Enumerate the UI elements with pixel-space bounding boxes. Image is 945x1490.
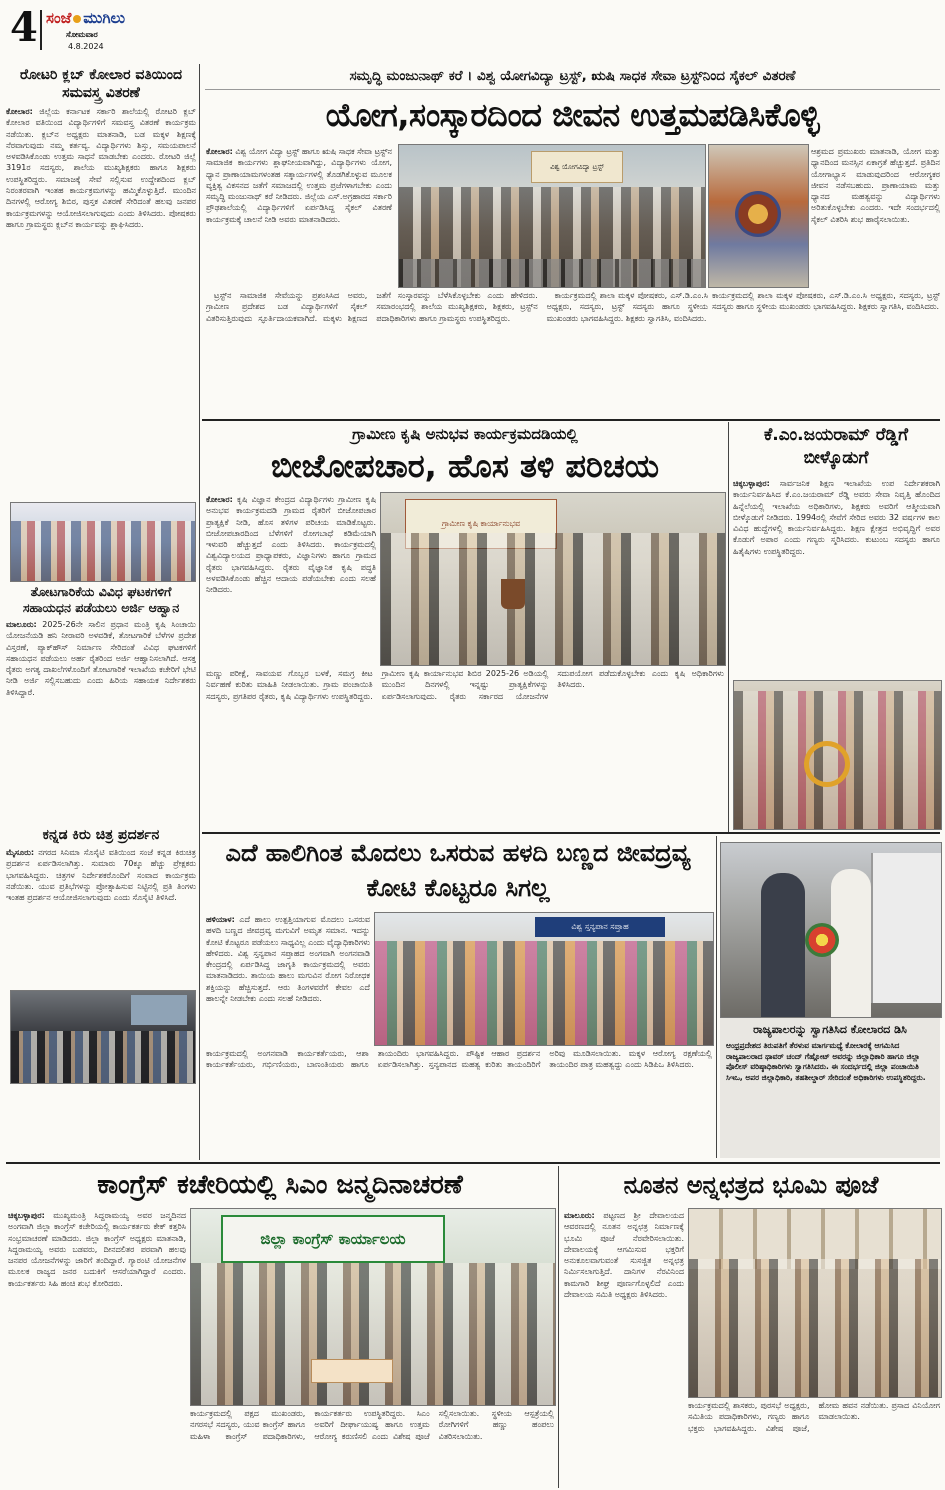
page-number: 4	[10, 4, 38, 51]
short-film-dateline: ಮೈಸೂರು:	[6, 848, 35, 857]
turmeric-right-rule	[716, 836, 717, 1158]
governor-caption-box	[720, 1018, 940, 1158]
yoga-event-photo	[398, 144, 706, 288]
agri-bottom-body	[206, 668, 724, 828]
anna-headline-box	[562, 1166, 940, 1206]
congress-bottom-text: ಕಾರ್ಯಕ್ರಮದಲ್ಲಿ ಪಕ್ಷದ ಮುಖಂಡರು, ನಗರಸಭೆ ಸದಸ್ಯರು, ಯುವ ಕಾಂಗ್ರೆಸ್ ಹಾಗೂ ಮಹಿಳಾ ಕಾಂಗ್ರೆಸ್ ಪದಾಧಿಕಾರಿಗಳು, ಕಾರ್ಯಕರ್ತರು ಉಪಸ್ಥಿತರಿದ್ದರು. ಸಿಎಂ ಅವರಿಗೆ ದೀರ್ಘಾಯುಷ್ಯ ಹಾಗೂ ಉತ್ತಮ ಆರೋಗ್ಯ ಕರುಣಿಸಲಿ ಎಂದು ವಿಶೇಷ ಪೂಜೆ ಸಲ್ಲಿಸಲಾಯಿತು. ಸ್ಥಳೀಯ ಆಸ್ಪತ್ರೆಯಲ್ಲಿ ರೋಗಿಗಳಿಗೆ ಹಣ್ಣು ಹಂಪಲು ವಿತರಿಸಲಾಯಿತು.	[190, 1409, 554, 1441]
masthead-logo	[46, 8, 125, 27]
garland	[804, 741, 850, 787]
officer-figure	[761, 873, 805, 1017]
top-story-col2: ಟ್ರಸ್ಟ್‌ನ ಸಾಮಾಜಿಕ ಸೇವೆಯನ್ನು ಪ್ರಶಂಸಿಸಿದ ಅವರು, ಗ್ರಾಮೀಣ ಪ್ರದೇಶದ ಬಡ ವಿದ್ಯಾರ್ಥಿಗಳಿಗೆ ಸೈಕಲ್ ವಿತರಿಸುತ್ತಿರುವುದು ಸ್ಫೂರ್ತಿದಾಯಕವಾಗಿದೆ. ಮಕ್ಕಳು ಶಿಕ್ಷಣದ ಜತೆಗೆ ಸಂಸ್ಕಾರವನ್ನು ಬೆಳೆಸಿಕೊಳ್ಳಬೇಕು ಎಂದು ಹೇಳಿದರು. ಸಮಾರಂಭದಲ್ಲಿ ಶಾಲೆಯ ಮುಖ್ಯಶಿಕ್ಷಕರು, ಶಿಕ್ಷಕರು, ಟ್ರಸ್ಟ್‌ನ ಪದಾಧಿಕಾರಿಗಳು ಹಾಗೂ ಗ್ರಾಮಸ್ಥರು ಉಪಸ್ಥಿತರಿದ್ದರು.	[206, 291, 538, 323]
top-story-dateline: ಕೋಲಾರ:	[206, 147, 233, 156]
agri-headline: ಬೀಜೋಪಚಾರ, ಹೊಸ ತಳಿ ಪರಿಚಯ	[270, 447, 660, 485]
top-story-col3-text: ಆಶ್ರಮದ ಪ್ರಮುಖರು ಮಾತನಾಡಿ, ಯೋಗ ಮತ್ತು ಧ್ಯಾನದಿಂದ ಮನಸ್ಸಿನ ಏಕಾಗ್ರತೆ ಹೆಚ್ಚುತ್ತದೆ. ಪ್ರತಿದಿನ ಯೋಗಾಭ್ಯಾಸ ಮಾಡುವುದರಿಂದ ಆರೋಗ್ಯಕರ ಜೀವನ ನಡೆಸಬಹುದು. ಪ್ರಾಣಾಯಾಮ ಮತ್ತು ಧ್ಯಾನದ ಮಹತ್ವವನ್ನು ವಿದ್ಯಾರ್ಥಿಗಳು ಅರಿತುಕೊಳ್ಳಬೇಕು ಎಂದರು. ಇದೇ ಸಂದರ್ಭದಲ್ಲಿ ಸೈಕಲ್ ವಿತರಿಸಿ ಶುಭ ಹಾರೈಸಲಾಯಿತು.	[811, 147, 940, 224]
agri-right-rule	[728, 422, 729, 832]
short-film-story	[6, 826, 196, 986]
yoga-hall-photo	[708, 144, 809, 288]
anna-bottom-body	[688, 1400, 940, 1488]
congress-headline: ಕಾಂಗ್ರೆಸ್ ಕಚೇರಿಯಲ್ಲಿ ಸಿಎಂ ಜನ್ಮದಿನಾಚರಣೆ	[97, 1170, 463, 1200]
jayaram-headline: ಕೆ.ಎಂ.ಜಯರಾಮ್ ರೆಡ್ಡಿಗೆ ಬೀಳ್ಕೊಡುಗೆ	[763, 425, 909, 468]
top-story-kicker	[205, 64, 940, 90]
agri-kicker-text: ಗ್ರಾಮೀಣ ಕೃಷಿ ಅನುಭವ ಕಾರ್ಯಕ್ರಮದಡಿಯಲ್ಲಿ	[352, 425, 578, 443]
turmeric-bottom-text: ಕಾರ್ಯಕ್ರಮದಲ್ಲಿ ಅಂಗನವಾಡಿ ಕಾರ್ಯಕರ್ತೆಯರು, ಆಶಾ ಕಾರ್ಯಕರ್ತೆಯರು, ಗರ್ಭಿಣಿಯರು, ಬಾಣಂತಿಯರು ಹಾಗೂ ತಾಯಂದಿರು ಭಾಗವಹಿಸಿದ್ದರು. ಪೌಷ್ಟಿಕ ಆಹಾರ ಪ್ರದರ್ಶನ ಏರ್ಪಡಿಸಲಾಗಿತ್ತು. ಸ್ತನ್ಯಪಾನದ ಮಹತ್ವ ಕುರಿತು ತಾಯಂದಿರಿಗೆ ಅರಿವು ಮೂಡಿಸಲಾಯಿತು. ಮಕ್ಕಳ ಆರೋಗ್ಯ ರಕ್ಷಣೆಯಲ್ಲಿ ತಾಯಂದಿರ ಪಾತ್ರ ಮಹತ್ವದ್ದು ಎಂದು ಸಿಡಿಪಿಒ ತಿಳಿಸಿದರು.	[206, 1049, 712, 1070]
congress-right-rule	[558, 1166, 559, 1488]
congress-bottom-body	[190, 1408, 554, 1488]
anna-left-body	[564, 1210, 684, 1486]
top-story-col3	[811, 146, 940, 288]
anna-event-photo	[688, 1208, 942, 1398]
anna-left-text: ಪಟ್ಟಣದ ಶ್ರೀ ದೇವಾಲಯದ ಆವರಣದಲ್ಲಿ ನೂತನ ಅನ್ನಛತ್ರ ನಿರ್ಮಾಣಕ್ಕೆ ಭೂಮಿ ಪೂಜೆ ನೆರವೇರಿಸಲಾಯಿತು. ದೇವಾಲಯಕ್ಕೆ ಆಗಮಿಸುವ ಭಕ್ತರಿಗೆ ಅನುಕೂಲವಾಗುವಂತೆ ಸುಸಜ್ಜಿತ ಅನ್ನಛತ್ರ ನಿರ್ಮಿಸಲಾಗುತ್ತಿದೆ. ದಾನಿಗಳ ನೆರವಿನಿಂದ ಕಾಮಗಾರಿ ಶೀಘ್ರ ಪೂರ್ಣಗೊಳ್ಳಲಿದೆ ಎಂದು ದೇವಾಲಯ ಸಮಿತಿ ಅಧ್ಯಕ್ಷರು ತಿಳಿಸಿದರು.	[564, 1211, 684, 1300]
short-film-photo	[10, 990, 196, 1084]
congress-banner	[221, 1215, 445, 1263]
women-group	[375, 941, 713, 1045]
agri-left-body	[206, 494, 376, 664]
jayaram-headline-box	[732, 424, 940, 472]
masthead-date: 4.8.2024	[68, 42, 104, 51]
cake-table	[311, 1359, 393, 1383]
short-film-headline: ಕನ್ನಡ ಕಿರು ಚಿತ್ರ ಪ್ರದರ್ಶನ	[42, 827, 160, 843]
anna-dateline: ಮಾಲೂರು:	[564, 1211, 595, 1220]
stage-banner	[531, 151, 623, 183]
rotary-headline: ರೋಟರಿ ಕ್ಲಬ್ ಕೋಲಾರ ವತಿಯಿಂದ ಸಮವಸ್ತ್ರ ವಿತರಣೆ	[19, 67, 183, 101]
horticulture-body	[6, 619, 196, 698]
bouquet	[805, 923, 839, 957]
students-group	[11, 521, 195, 581]
breastfeeding-banner-text: ವಿಶ್ವ ಸ್ತನ್ಯಪಾನ ಸಪ್ತಾಹ	[571, 922, 629, 931]
congress-banner-text: ಜಿಲ್ಲಾ ಕಾಂಗ್ರೆಸ್ ಕಾರ್ಯಾಲಯ	[260, 1230, 406, 1248]
audience-group	[11, 1031, 195, 1083]
jayaram-body	[733, 478, 940, 676]
rule-below-top-story	[202, 419, 940, 421]
congress-event-photo	[190, 1208, 556, 1406]
agri-story-headline-box	[205, 446, 725, 488]
top-story-right-lower	[712, 290, 940, 416]
car-door	[871, 853, 942, 1003]
rotary-story	[6, 66, 196, 500]
short-film-body-text: ನಗರದ ಸಿನಿಮಾ ಸೊಸೈಟಿ ವತಿಯಿಂದ ಸಂಜೆ ಕನ್ನಡ ಕಿರುಚಿತ್ರ ಪ್ರದರ್ಶನ ಏರ್ಪಡಿಸಲಾಗಿತ್ತು. ಸುಮಾರು 70ಕ್ಕೂ ಹೆಚ್ಚು ಪ್ರೇಕ್ಷಕರು ಭಾಗವಹಿಸಿದ್ದರು. ಚಿತ್ರಗಳ ನಿರ್ದೇಶಕರೊಂದಿಗೆ ಸಂವಾದ ಕಾರ್ಯಕ್ರಮ ನಡೆಯಿತು. ಯುವ ಪ್ರತಿಭೆಗಳನ್ನು ಪ್ರೋತ್ಸಾಹಿಸುವ ನಿಟ್ಟಿನಲ್ಲಿ ಪ್ರತಿ ತಿಂಗಳು ಇಂತಹ ಪ್ರದರ್ಶನ ಆಯೋಜಿಸಲಾಗುವುದು ಎಂದು ಸೊಸೈಟಿ ತಿಳಿಸಿದೆ.	[6, 848, 196, 903]
top-story-right-lower-text: ಕಾರ್ಯಕ್ರಮದಲ್ಲಿ ಶಾಲಾ ಮಕ್ಕಳ ಪೋಷಕರು, ಎಸ್.ಡಿ.ಎಂ.ಸಿ ಅಧ್ಯಕ್ಷರು, ಸದಸ್ಯರು, ಟ್ರಸ್ಟ್ ಸದಸ್ಯರು ಹಾಗೂ ಸ್ಥಳೀಯ ಮುಖಂಡರು ಭಾಗವಹಿಸಿದ್ದರು. ಶಿಕ್ಷಕರು ಸ್ವಾಗತಿಸಿ, ವಂದಿಸಿದರು.	[712, 291, 940, 312]
top-story-col4: ಕಾರ್ಯಕ್ರಮದಲ್ಲಿ ಶಾಲಾ ಮಕ್ಕಳ ಪೋಷಕರು, ಎಸ್.ಡಿ.ಎಂ.ಸಿ ಅಧ್ಯಕ್ಷರು, ಸದಸ್ಯರು, ಟ್ರಸ್ಟ್ ಸದಸ್ಯರು ಹಾಗೂ ಸ್ಥಳೀಯ ಮುಖಂಡರು ಭಾಗವಹಿಸಿದ್ದರು. ಶಿಕ್ಷಕರು ಸ್ವಾಗತಿಸಿ, ವಂದಿಸಿದರು.	[546, 291, 708, 323]
turmeric-headline-box	[205, 836, 711, 908]
page-number-divider	[40, 10, 42, 50]
agri-event-photo	[380, 492, 726, 666]
governor-photo	[720, 842, 942, 1018]
jayaram-dateline: ಚಿಕ್ಕಬಳ್ಳಾಪುರ:	[733, 479, 770, 488]
hall-mandala	[735, 191, 781, 237]
sun-icon	[73, 15, 81, 23]
turmeric-left-text: ಎದೆ ಹಾಲು ಉತ್ಪತ್ತಿಯಾಗುವ ಮೊದಲು ಒಸರುವ ಹಳದಿ ಬಣ್ಣದ ಜೀವದ್ರವ್ಯ ಮಗುವಿಗೆ ಅಮೃತ ಸಮಾನ. ಇದನ್ನು ಕೋಟಿ ಕೊಟ್ಟರೂ ಪಡೆಯಲು ಸಾಧ್ಯವಿಲ್ಲ ಎಂದು ವೈದ್ಯಾಧಿಕಾರಿಗಳು ಹೇಳಿದರು. ವಿಶ್ವ ಸ್ತನ್ಯಪಾನ ಸಪ್ತಾಹದ ಅಂಗವಾಗಿ ಅಂಗನವಾಡಿ ಕೇಂದ್ರದಲ್ಲಿ ಏರ್ಪಡಿಸಿದ್ದ ಜಾಗೃತಿ ಕಾರ್ಯಕ್ರಮದಲ್ಲಿ ಅವರು ಮಾತನಾಡಿದರು. ತಾಯಿಯ ಹಾಲು ಮಗುವಿನ ರೋಗ ನಿರೋಧಕ ಶಕ್ತಿಯನ್ನು ಹೆಚ್ಚಿಸುತ್ತದೆ. ಆರು ತಿಂಗಳವರೆಗೆ ಕೇವಲ ಎದೆ ಹಾಲನ್ನೇ ನೀಡಬೇಕು ಎಂದು ಸಲಹೆ ನೀಡಿದರು.	[206, 915, 370, 1004]
governor-title: ರಾಜ್ಯಪಾಲರನ್ನು ಸ್ವಾಗತಿಸಿದ ಕೋಲಾರದ ಡಿಸಿ	[753, 1023, 907, 1036]
horticulture-dateline: ಮಾಲೂರು:	[6, 620, 37, 629]
screen-glow	[131, 995, 187, 1025]
agri-story-kicker	[205, 422, 725, 446]
top-story-headline: ಯೋಗ,ಸಂಸ್ಕಾರದಿಂದ ಜೀವನ ಉತ್ತಮಪಡಿಸಿಕೊಳ್ಳಿ	[325, 96, 820, 134]
agri-dateline: ಕೋಲಾರ:	[206, 495, 233, 504]
congress-dateline: ಚಿಕ್ಕಬಳ್ಳಾಪುರ:	[8, 1211, 45, 1220]
top-story-headline-box	[205, 92, 940, 140]
rule-above-turmeric	[202, 832, 940, 834]
horticulture-headline: ತೋಟಗಾರಿಕೆಯ ವಿವಿಧ ಘಟಕಗಳಿಗೆ ಸಹಾಯಧನ ಪಡೆಯಲು ಅರ್ಜಿ ಆಹ್ವಾನ	[22, 584, 180, 615]
top-story-kicker-text: ಸಮೃದ್ಧಿ ಮಂಜುನಾಥ್ ಕರೆ । ವಿಶ್ವ ಯೋಗವಿದ್ಯಾ ಟ್ರಸ್ಟ್, ಋಷಿ ಸಾಧಕ ಸೇವಾ ಟ್ರಸ್ಟ್‌ನಿಂದ ಸೈಕಲ್ ವಿತರಣೆ	[349, 68, 796, 84]
anna-bottom-text: ಕಾರ್ಯಕ್ರಮದಲ್ಲಿ ಶಾಸಕರು, ಪುರಸಭೆ ಅಧ್ಯಕ್ಷರು, ಸಮಿತಿಯ ಪದಾಧಿಕಾರಿಗಳು, ಗಣ್ಯರು ಹಾಗೂ ಭಕ್ತರು ಭಾಗವಹಿಸಿದ್ದರು. ವಿಶೇಷ ಪೂಜೆ, ಹೋಮ ಹವನ ನಡೆಯಿತು. ಪ್ರಸಾದ ವಿನಿಯೋಗ ಮಾಡಲಾಯಿತು.	[688, 1401, 940, 1433]
congress-left-body	[8, 1210, 186, 1486]
anna-people	[689, 1259, 941, 1397]
agri-bottom-text: ಮಣ್ಣು ಪರೀಕ್ಷೆ, ಸಾವಯವ ಗೊಬ್ಬರ ಬಳಕೆ, ಸಮಗ್ರ ಕೀಟ ನಿರ್ವಹಣೆ ಕುರಿತು ಮಾಹಿತಿ ನೀಡಲಾಯಿತು. ಗ್ರಾಮ ಪಂಚಾಯಿತಿ ಸದಸ್ಯರು, ಪ್ರಗತಿಪರ ರೈತರು, ಕೃಷಿ ವಿದ್ಯಾರ್ಥಿಗಳು ಉಪಸ್ಥಿತರಿದ್ದರು. ಗ್ರಾಮೀಣ ಕೃಷಿ ಕಾರ್ಯಾನುಭವ ಶಿಬಿರ 2025-26 ಅಡಿಯಲ್ಲಿ ಮುಂದಿನ ದಿನಗಳಲ್ಲಿ ಇನ್ನಷ್ಟು ಪ್ರಾತ್ಯಕ್ಷಿಕೆಗಳನ್ನು ಏರ್ಪಡಿಸಲಾಗುವುದು. ರೈತರು ಸರ್ಕಾರದ ಯೋಜನೆಗಳ ಸದುಪಯೋಗ ಪಡೆದುಕೊಳ್ಳಬೇಕು ಎಂದು ಕೃಷಿ ಅಧಿಕಾರಿಗಳು ತಿಳಿಸಿದರು.	[206, 669, 724, 701]
anna-headline: ನೂತನ ಅನ್ನಛತ್ರದ ಭೂಮಿ ಪೂಜೆ	[623, 1171, 879, 1199]
top-story-col1-text: ವಿಶ್ವ ಯೋಗ ವಿದ್ಯಾ ಟ್ರಸ್ಟ್ ಹಾಗೂ ಋಷಿ ಸಾಧಕ ಸೇವಾ ಟ್ರಸ್ಟ್‌ನ ಸಾಮಾಜಿಕ ಕಾರ್ಯಗಳು ಶ್ಲಾಘನೀಯವಾಗಿದ್ದು, ವಿದ್ಯಾರ್ಥಿಗಳು ಯೋಗ, ಧ್ಯಾನ ಪ್ರಾಣಾಯಾಮಗಳಂತಹ ಸತ್ಕಾರ್ಯಗಳಲ್ಲಿ ತೊಡಗಿಕೊಳ್ಳುವ ಮೂಲಕ ವ್ಯಕ್ತಿತ್ವ ವಿಕಸನದ ಜತೆಗೆ ಸಮಾಜದಲ್ಲಿ ಉತ್ತಮ ಪ್ರಜೆಗಳಾಗಬೇಕು ಎಂದು ಸಮೃದ್ಧಿ ಮಂಜುನಾಥ್ ಕರೆ ನೀಡಿದರು. ಜಿಲ್ಲೆಯ ಎಸ್.ಅಗ್ರಹಾರದ ಸರ್ಕಾರಿ ಪ್ರೌಢಶಾಲೆಯಲ್ಲಿ ವಿದ್ಯಾರ್ಥಿಗಳಿಗೆ ಏರ್ಪಡಿಸಿದ್ದ ಸೈಕಲ್ ವಿತರಣೆ ಕಾರ್ಯಕ್ರಮಕ್ಕೆ ಚಾಲನೆ ನೀಡಿ ಅವರು ಮಾತನಾಡಿದರು.	[206, 147, 392, 224]
rotary-photo	[10, 502, 196, 582]
turmeric-left-body	[206, 914, 370, 1046]
rule-above-bottom	[6, 1162, 940, 1164]
rotary-body	[6, 106, 196, 230]
jayaram-body-text: ಸಾರ್ವಜನಿಕ ಶಿಕ್ಷಣ ಇಲಾಖೆಯ ಉಪ ನಿರ್ದೇಶಕರಾಗಿ ಕಾರ್ಯನಿರ್ವಹಿಸಿದ ಕೆ.ಎಂ.ಜಯರಾಮ್ ರೆಡ್ಡಿ ಅವರು ಸೇವಾ ನಿವೃತ್ತಿ ಹೊಂದಿದ ಹಿನ್ನೆಲೆಯಲ್ಲಿ ಇಲಾಖೆಯ ಅಧಿಕಾರಿಗಳು, ಶಿಕ್ಷಕರು ಅವರಿಗೆ ಆತ್ಮೀಯವಾಗಿ ಬೀಳ್ಕೊಡುಗೆ ನೀಡಿದರು. 1994ರಲ್ಲಿ ಸೇವೆಗೆ ಸೇರಿದ ಅವರು 32 ವರ್ಷಗಳ ಕಾಲ ವಿವಿಧ ಹುದ್ದೆಗಳಲ್ಲಿ ಕಾರ್ಯನಿರ್ವಹಿಸಿದ್ದರು. ಶಿಕ್ಷಣ ಕ್ಷೇತ್ರದ ಅಭಿವೃದ್ಧಿಗೆ ಅವರ ಕೊಡುಗೆ ಅಪಾರ ಎಂದು ಗಣ್ಯರು ಸ್ಮರಿಸಿದರು. ಕುಟುಂಬ ಸದಸ್ಯರು ಹಾಗೂ ಹಿತೈಷಿಗಳು ಉಪಸ್ಥಿತರಿದ್ದರು.	[733, 479, 940, 556]
stage-banner-text: ವಿಶ್ವ ಯೋಗವಿದ್ಯಾ ಟ್ರಸ್ಟ್	[550, 163, 604, 171]
congress-people	[191, 1263, 555, 1405]
masthead	[8, 4, 128, 62]
rotary-body-text: ಜಿಲ್ಲೆಯ ಕರ್ನಾಟಕ ಸರ್ಕಾರಿ ಶಾಲೆಯಲ್ಲಿ ರೋಟರಿ ಕ್ಲಬ್ ಕೋಲಾರ ವತಿಯಿಂದ ವಿದ್ಯಾರ್ಥಿಗಳಿಗೆ ಸಮವಸ್ತ್ರ ವಿತರಣೆ ಕಾರ್ಯಕ್ರಮ ನಡೆಯಿತು. ಕ್ಲಬ್‌ನ ಅಧ್ಯಕ್ಷರು ಮಾತನಾಡಿ, ಬಡ ಮಕ್ಕಳ ಶಿಕ್ಷಣಕ್ಕೆ ನೆರವಾಗುವುದು ನಮ್ಮ ಕರ್ತವ್ಯ. ವಿದ್ಯಾರ್ಥಿಗಳು ಶಿಸ್ತು, ಸಮಯಪಾಲನೆ ಅಳವಡಿಸಿಕೊಂಡು ಉತ್ತಮ ಸಾಧನೆ ಮಾಡಬೇಕು ಎಂದರು. ರೋಟರಿ ಜಿಲ್ಲೆ 3191ರ ಸದಸ್ಯರು, ಶಾಲೆಯ ಮುಖ್ಯಶಿಕ್ಷಕರು ಹಾಗೂ ಶಿಕ್ಷಕರು ಉಪಸ್ಥಿತರಿದ್ದರು. ಸಮಾಜಕ್ಕೆ ಸೇವೆ ಸಲ್ಲಿಸುವ ಉದ್ದೇಶದಿಂದ ಕ್ಲಬ್ ನಿರಂತರವಾಗಿ ಇಂತಹ ಕಾರ್ಯಕ್ರಮಗಳನ್ನು ಹಮ್ಮಿಕೊಳ್ಳುತ್ತಿದೆ. ಮುಂದಿನ ದಿನಗಳಲ್ಲಿ ಆರೋಗ್ಯ ಶಿಬಿರ, ಪುಸ್ತಕ ವಿತರಣೆ ಸೇರಿದಂತೆ ಹಲವು ಜನಪರ ಕಾರ್ಯಕ್ರಮಗಳನ್ನು ಆಯೋಜಿಸಲಾಗುವುದು ಎಂದು ತಿಳಿಸಿದರು. ಪೋಷಕರು ಹಾಗೂ ಗ್ರಾಮಸ್ಥರು ಕ್ಲಬ್‌ನ ಕಾರ್ಯವನ್ನು ಶ್ಲಾಘಿಸಿದರು.	[6, 107, 196, 229]
top-story-col1	[206, 146, 392, 288]
congress-left-text: ಮುಖ್ಯಮಂತ್ರಿ ಸಿದ್ದರಾಮಯ್ಯ ಅವರ ಜನ್ಮದಿನದ ಅಂಗವಾಗಿ ಜಿಲ್ಲಾ ಕಾಂಗ್ರೆಸ್ ಕಚೇರಿಯಲ್ಲಿ ಕಾರ್ಯಕರ್ತರು ಕೇಕ್ ಕತ್ತರಿಸಿ ಸಂಭ್ರಮಾಚರಣೆ ಮಾಡಿದರು. ಜಿಲ್ಲಾ ಕಾಂಗ್ರೆಸ್ ಅಧ್ಯಕ್ಷರು ಮಾತನಾಡಿ, ಸಿದ್ದರಾಮಯ್ಯ ಅವರು ಬಡವರು, ದೀನದಲಿತರ ಪರವಾಗಿ ಹಲವು ಜನಪರ ಯೋಜನೆಗಳನ್ನು ಜಾರಿಗೆ ತಂದಿದ್ದಾರೆ. ಗ್ಯಾರಂಟಿ ಯೋಜನೆಗಳ ಮೂಲಕ ರಾಜ್ಯದ ಜನರ ಬದುಕಿಗೆ ಆಸರೆಯಾಗಿದ್ದಾರೆ ಎಂದರು. ಕಾರ್ಯಕರ್ತರು ಸಿಹಿ ಹಂಚಿ ಶುಭ ಕೋರಿದರು.	[8, 1211, 186, 1288]
agri-people	[381, 533, 725, 665]
horticulture-body-text: 2025-26ನೇ ಸಾಲಿನ ಪ್ರಧಾನ ಮಂತ್ರಿ ಕೃಷಿ ಸಿಂಚಾಯಿ ಯೋಜನೆಯಡಿ ಹನಿ ನೀರಾವರಿ ಅಳವಡಿಕೆ, ತೋಟಗಾರಿಕೆ ಬೆಳೆಗಳ ಪ್ರದೇಶ ವಿಸ್ತರಣೆ, ಪ್ಯಾಕ್‌ಹೌಸ್ ನಿರ್ಮಾಣ ಸೇರಿದಂತೆ ವಿವಿಧ ಘಟಕಗಳಿಗೆ ಸಹಾಯಧನ ಪಡೆಯಲು ಅರ್ಹ ರೈತರಿಂದ ಅರ್ಜಿ ಆಹ್ವಾನಿಸಲಾಗಿದೆ. ಆಸಕ್ತ ರೈತರು ಅಗತ್ಯ ದಾಖಲೆಗಳೊಂದಿಗೆ ತೋಟಗಾರಿಕೆ ಇಲಾಖೆಯ ಕಚೇರಿಗೆ ಭೇಟಿ ನೀಡಿ ಅರ್ಜಿ ಸಲ್ಲಿಸಬಹುದು ಎಂದು ಹಿರಿಯ ಸಹಾಯಕ ನಿರ್ದೇಶಕರು ತಿಳಿಸಿದ್ದಾರೆ.	[6, 620, 196, 697]
jayaram-photo	[733, 680, 942, 830]
turmeric-headline: ಎದೆ ಹಾಲಿಗಿಂತ ಮೊದಲು ಒಸರುವ ಹಳದಿ ಬಣ್ಣದ ಜೀವದ್ರವ್ಯ ಕೋಟಿ ಕೊಟ್ಟರೂ ಸಿಗಲ್ಲ	[225, 839, 691, 902]
logo-part1: ಸಂಜೆ	[46, 9, 72, 27]
agri-banner-text: ಗ್ರಾಮೀಣ ಕೃಷಿ ಕಾರ್ಯಾನುಭವ	[441, 519, 521, 528]
governor-body: ಆಂಧ್ರಪ್ರದೇಶದ ತಿರುಪತಿಗೆ ತೆರಳುವ ಮಾರ್ಗಮಧ್ಯೆ ಕೋಲಾರಕ್ಕೆ ಆಗಮಿಸಿದ ರಾಜ್ಯಪಾಲರಾದ ಥಾವರ್ ಚಂದ್ ಗೆಹ್ಲೋಟ್ ಅವರನ್ನು ಜಿಲ್ಲಾಧಿಕಾರಿ ಹಾಗೂ ಜಿಲ್ಲಾ ಪೊಲೀಸ್ ವರಿಷ್ಠಾಧಿಕಾರಿಗಳು ಸ್ವಾಗತಿಸಿದರು. ಈ ಸಂದರ್ಭದಲ್ಲಿ ಜಿಲ್ಲಾ ಪಂಚಾಯಿತಿ ಸಿಇಒ, ಅಪರ ಜಿಲ್ಲಾಧಿಕಾರಿ, ತಹಶೀಲ್ದಾರ್ ಸೇರಿದಂತೆ ಅಧಿಕಾರಿಗಳು ಉಪಸ್ಥಿತರಿದ್ದರು.	[726, 1041, 926, 1082]
top-story-lower	[206, 290, 708, 416]
breastfeeding-event-photo	[374, 912, 714, 1046]
agri-left-text: ಕೃಷಿ ವಿಜ್ಞಾನ ಕೇಂದ್ರದ ವಿದ್ಯಾರ್ಥಿಗಳು ಗ್ರಾಮೀಣ ಕೃಷಿ ಅನುಭವ ಕಾರ್ಯಕ್ರಮದಡಿ ಗ್ರಾಮದ ರೈತರಿಗೆ ಬೀಜೋಪಚಾರ ಪ್ರಾತ್ಯಕ್ಷಿಕೆ ನೀಡಿ, ಹೊಸ ತಳಿಗಳ ಪರಿಚಯ ಮಾಡಿಕೊಟ್ಟರು. ಬೀಜೋಪಚಾರದಿಂದ ಬೆಳೆಗಳಿಗೆ ರೋಗಬಾಧೆ ಕಡಿಮೆಯಾಗಿ ಇಳುವರಿ ಹೆಚ್ಚುತ್ತದೆ ಎಂದು ತಿಳಿಸಿದರು. ಕಾರ್ಯಕ್ರಮದಲ್ಲಿ ವಿಶ್ವವಿದ್ಯಾಲಯದ ಪ್ರಾಧ್ಯಾಪಕರು, ವಿಜ್ಞಾನಿಗಳು ಹಾಗೂ ಗ್ರಾಮದ ರೈತರು ಭಾಗವಹಿಸಿದ್ದರು. ರೈತರು ವೈಜ್ಞಾನಿಕ ಕೃಷಿ ಪದ್ಧತಿ ಅಳವಡಿಸಿಕೊಂಡು ಹೆಚ್ಚಿನ ಆದಾಯ ಪಡೆಯಬೇಕು ಎಂದು ಸಲಹೆ ನೀಡಿದರು.	[206, 495, 376, 595]
logo-part2: ಮುಗಿಲು	[83, 9, 126, 27]
turmeric-bottom-body	[206, 1048, 712, 1158]
rotary-dateline: ಕೋಲಾರ:	[6, 107, 33, 116]
congress-headline-box	[6, 1166, 554, 1206]
turmeric-dateline: ಹಳಿಯಾಳ:	[206, 915, 235, 924]
horticulture-story	[6, 584, 196, 818]
breastfeeding-banner	[535, 917, 665, 937]
short-film-body	[6, 847, 196, 903]
masthead-day: ಸೋಮವಾರ	[66, 30, 98, 39]
left-column-rule	[199, 64, 200, 1160]
plant-pot	[501, 579, 525, 609]
cycles-row	[399, 259, 705, 287]
